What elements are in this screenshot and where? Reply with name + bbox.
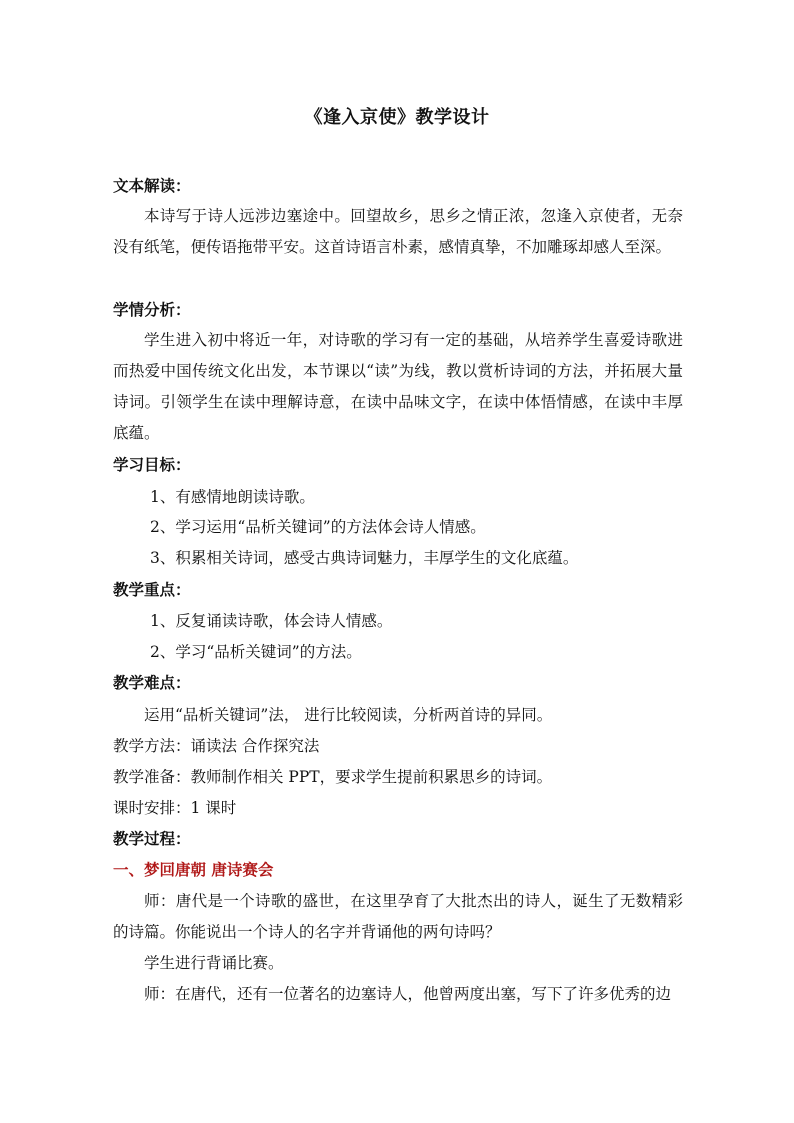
teaching-method-text: 教学方法：诵读法 合作探究法	[113, 737, 320, 755]
teaching-preparation-text: 教学准备：教师制作相关 PPT，要求学生提前积累思乡的诗词。	[113, 768, 553, 786]
goal-item: 1、有感情地朗读诗歌。	[150, 488, 315, 506]
section-heading-learning-goals: 学习目标：	[113, 455, 191, 474]
paragraph-process-2: 学生进行背诵比赛。	[144, 954, 284, 972]
key-point-item: 2、学习“品析关键词”的方法。	[150, 643, 362, 661]
process-part-heading: 一、梦回唐朝 唐诗赛会	[113, 860, 274, 879]
document-title: 《逢入京使》教学设计	[304, 107, 490, 128]
goal-item: 2、学习运用“品析关键词”的方法体会诗人情感。	[150, 518, 486, 536]
section-heading-learner-analysis: 学情分析：	[113, 300, 191, 319]
paragraph-text-analysis: 本诗写于诗人远涉边塞途中。回望故乡，思乡之情正浓，忽逢入京使者，无奈没有纸笔，便传语拖带平安。这首诗语言朴素，感情真挚，不加雕琢却感人至深。	[113, 207, 683, 256]
paragraph-process-1: 师：唐代是一个诗歌的盛世，在这里孕育了大批杰出的诗人，诞生了无数精彩的诗篇。你能说出一个诗人的名字并背诵他的两句诗吗？	[113, 892, 683, 941]
key-point-item: 1、反复诵读诗歌，体会诗人情感。	[150, 612, 393, 630]
section-heading-text-analysis: 文本解读：	[113, 176, 191, 195]
goal-item: 3、积累相关诗词，感受古典诗词魅力，丰厚学生的文化底蕴。	[150, 549, 579, 567]
paragraph-process-3: 师：在唐代，还有一位著名的边塞诗人，他曾两度出塞，写下了许多优秀的边	[144, 985, 672, 1003]
section-heading-process: 教学过程：	[113, 829, 191, 848]
section-heading-key-points: 教学重点：	[113, 580, 191, 599]
schedule-text: 课时安排：1 课时	[113, 799, 237, 817]
paragraph-learner-analysis: 学生进入初中将近一年，对诗歌的学习有一定的基础，从培养学生喜爱诗歌进而热爱中国传统文化出发，本节课以“读”为线，教以赏析诗词的方法，并拓展大量诗词。引领学生在读中理解诗意，在读中品味文字，在读中体悟情感，在读中丰厚底蕴。	[113, 331, 683, 442]
section-heading-difficulty: 教学难点：	[113, 673, 191, 692]
difficulty-text: 运用“品析关键词”法， 进行比较阅读，分析两首诗的异同。	[144, 706, 553, 724]
